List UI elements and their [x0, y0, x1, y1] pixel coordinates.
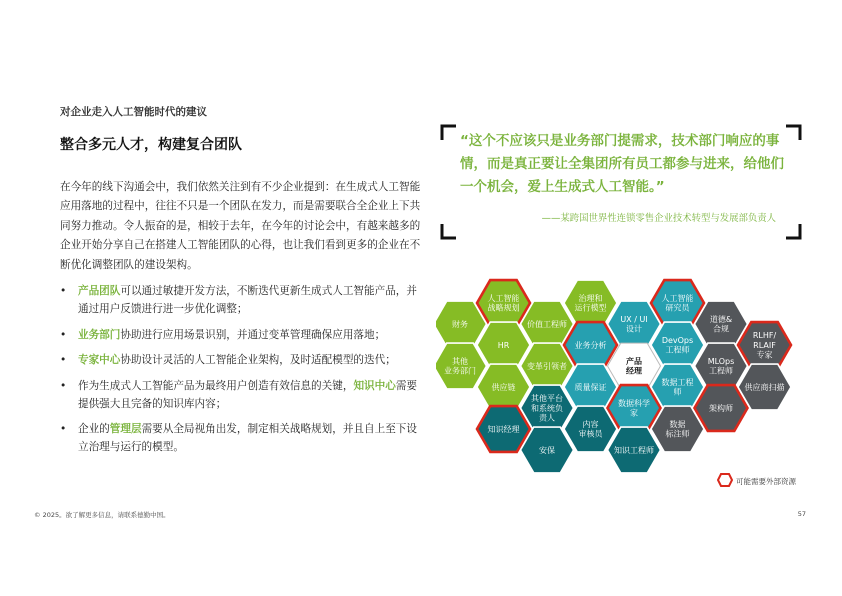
bullet-highlight: 管理层 — [109, 423, 142, 435]
bullet-highlight: 专家中心 — [78, 354, 121, 366]
role-hexagon — [651, 280, 704, 326]
hexagon-label: 道德& — [709, 315, 733, 324]
bullet-highlight: 产品团队 — [78, 285, 121, 297]
hexagon-label: 研究员 — [665, 303, 690, 313]
hexagon-label: 专家 — [756, 350, 773, 360]
role-hexagon — [608, 427, 661, 473]
hexagon-label: 质量保证 — [574, 382, 607, 392]
hexagon-label: RLHF/ — [752, 331, 777, 341]
footer-copyright: © 2025。欲了解更多信息，请联系德勤中国。 — [34, 511, 170, 519]
quote-attribution: ——某跨国世界性连锁零售企业技术转型与发展部负责人 — [541, 213, 776, 224]
bullet-highlight: 业务部门 — [78, 328, 121, 341]
hexagon-label: 审核员 — [578, 429, 603, 439]
bullet-item: • 产品团队可以通过敏捷开发方法，不断迭代更新生成式人工智能产品，并通过用户反馈进行进一步优化调整； — [60, 282, 422, 318]
hexagon-label: 架构师 — [709, 403, 733, 413]
page-heading: 整合多元人才，构建复合团队 — [60, 137, 242, 153]
role-hexagon — [651, 322, 704, 368]
page-number: 57 — [797, 510, 806, 518]
hexagon-grid — [436, 260, 808, 496]
legend-label: 可能需要外部资源 — [736, 477, 796, 486]
role-hexagon — [695, 385, 748, 431]
hexagon-label: 供应商扫描 — [744, 382, 785, 392]
role-hexagon — [477, 280, 530, 326]
role-hexagon — [477, 322, 530, 368]
role-hexagon — [608, 385, 661, 431]
hexagon-label: 其他 — [452, 357, 468, 366]
hexagon-label: 责人 — [539, 413, 555, 423]
hexagon-label: 标注师 — [665, 429, 690, 439]
hexagon-label: 师 — [673, 387, 682, 397]
bullet-dot: • — [60, 423, 67, 435]
bullet-item: • 企业的管理层需要从全局视角出发，制定相关战略规划，并且自上至下设立治理与运行的模型。 — [60, 420, 422, 456]
role-hexagon — [738, 322, 791, 368]
hexagon-label: 工程师 — [709, 366, 733, 376]
bullet-dot: • — [60, 328, 67, 341]
hexagon-label: 合规 — [713, 324, 729, 334]
quote-box — [440, 124, 802, 240]
bullet-highlight: 知识中心 — [353, 379, 396, 392]
hexagon-label: 家 — [630, 408, 638, 418]
hexagon-label: 安保 — [539, 445, 555, 455]
hexagon-label: 其他平台 — [531, 394, 563, 404]
external-resource-legend-icon — [717, 472, 733, 488]
role-hexagon — [477, 406, 530, 452]
bullet-dot: • — [60, 285, 67, 297]
hexagon-label: 设计 — [626, 324, 642, 334]
hexagon-label: 产品 — [626, 357, 642, 366]
bullet-item: • 作为生成式人工智能产品为最终用户创造有效信息的关键，知识中心需要提供强大且完备的知识库内容； — [60, 377, 422, 413]
bullet-item: • 专家中心协助设计灵活的人工智能企业架构，及时适配模型的迭代； — [60, 351, 422, 369]
hexagon-label: 经理 — [626, 366, 642, 376]
hexagon-label: 业务分析 — [574, 340, 607, 350]
hexagon-label: 运行模型 — [574, 303, 607, 313]
role-hexagon — [564, 322, 617, 368]
bullet-list — [60, 282, 422, 464]
hexagon-label: 治理和 — [578, 294, 603, 303]
hexagon-label: 人工智能 — [487, 294, 520, 303]
hexagon-label: 供应链 — [491, 382, 516, 392]
hexagon-label: 数据科学 — [618, 399, 650, 408]
hexagon-label: MLOps — [707, 357, 735, 366]
role-hexagon — [436, 343, 487, 389]
hexagon-label: 财务 — [452, 319, 468, 329]
hexagon-label: 价值工程师 — [527, 319, 567, 329]
intro-paragraph: 在今年的线下沟通会中，我们依然关注到有不少企业提到：在生成式人工智能应用落地的过程中，往往不只是一个团队在发力，而是需要联合全企业上下共同努力推动。令人振奋的是，相较于去年，在今年的讨论会中，有越来越多的企业开始分享自己在搭建人工智能团队的心得，也让我们看到更多的企业在不断优化调整团队的建设架构。 — [60, 181, 421, 271]
hexagon-label: 知识经理 — [487, 424, 520, 434]
hexagon-label: 业务部门 — [444, 366, 476, 376]
hexagon-label: 变革引领者 — [527, 361, 567, 371]
hexagon-label: 内容 — [582, 420, 599, 429]
hexagon-label: 数据工程 — [661, 378, 694, 387]
bullet-dot: • — [60, 379, 67, 392]
hexagon-label: HR — [497, 340, 510, 350]
hexagon-label: DevOps — [661, 336, 694, 345]
section-label: 对企业走入人工智能时代的建议 — [60, 106, 207, 118]
hexagon-label: UX / UI — [620, 315, 648, 324]
hexagon-label: 和系统负 — [531, 403, 563, 413]
role-hexagon — [477, 364, 530, 410]
hexagon-label: 工程师 — [665, 345, 690, 355]
quote-text: “这个不应该只是业务部门提需求，技术部门响应的事情，而是真正要让全集团所有员工都参与进来，给他们一个机会，爱上生成式人工智能。” — [460, 133, 784, 195]
hexagon-label: RLAIF — [753, 340, 776, 350]
hexagon-label: 数据 — [669, 420, 686, 429]
hexagon-label: 人工智能 — [661, 294, 694, 303]
hexagon-label: 知识工程师 — [614, 445, 654, 455]
bullet-dot: • — [60, 354, 67, 366]
hexagon-label: 战略规划 — [487, 303, 520, 313]
role-hexagon — [564, 280, 617, 326]
bullet-item: • 业务部门协助进行应用场景识别，并通过变革管理确保应用落地； — [60, 326, 422, 344]
role-hexagon-diagram — [436, 260, 808, 496]
